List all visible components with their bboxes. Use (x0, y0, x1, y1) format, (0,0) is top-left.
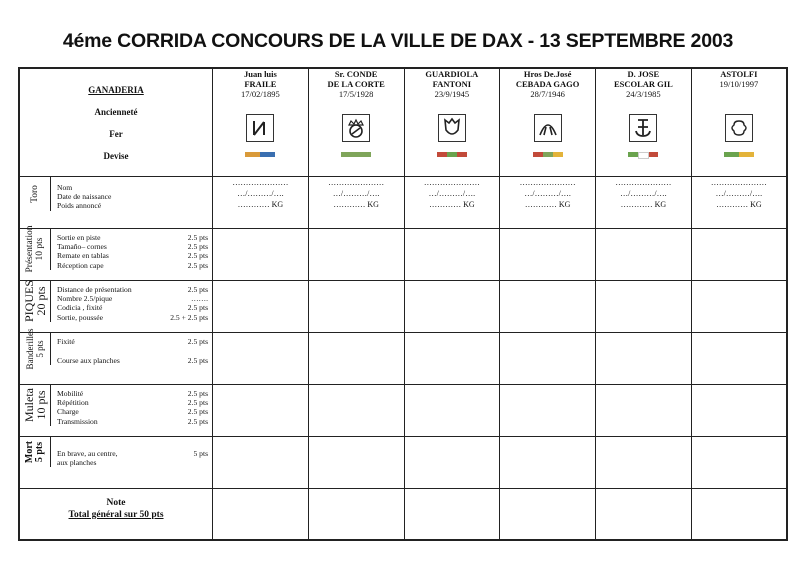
ganaderia-header (19, 68, 213, 176)
breeder-header (404, 68, 500, 176)
presentation-label: Présentation 10 pts (25, 225, 45, 273)
note-label: Note (106, 497, 126, 508)
toro-poids: Poids annoncé (57, 201, 102, 211)
total-cell[interactable] (213, 488, 309, 540)
toro-entry[interactable]: ………………… …/………/…. ………… KG (691, 176, 787, 228)
devise-colors (628, 152, 658, 157)
devise-colors (437, 152, 467, 157)
score-cell[interactable] (595, 436, 691, 488)
devise-colors (245, 152, 275, 157)
toro-label: Toro (30, 184, 40, 203)
breeder-name-line1: D. JOSE (627, 69, 660, 79)
presentation-row: Présentation 10 pts Sortie en piste 2.5 pts Tamaño– cornes 2.5 pts Remate en tablas 2.5 pts Réception cape 2.5 pts (19, 228, 787, 280)
note-row (19, 488, 787, 540)
page-title: 4éme CORRIDA CONCOURS DE LA VILLE DE DAX - 13 SEPTEMBRE 2003 (62, 30, 734, 52)
toro-nom: Nom (57, 182, 73, 192)
breeder-header (213, 68, 309, 176)
breeder-anciennete: 17/02/1895 (241, 89, 280, 99)
banderilles-row: Banderilles 5 pts Fixité 2.5 pts Course aux planches 2.5 pts (19, 332, 787, 384)
toro-entry[interactable]: ………………… …/………/…. ………… KG (595, 176, 691, 228)
toro-entry[interactable]: ………………… …/………/…. ………… KG (308, 176, 404, 228)
score-cell[interactable] (691, 332, 787, 384)
score-cell[interactable] (308, 332, 404, 384)
score-cell[interactable] (500, 332, 596, 384)
total-cell[interactable] (500, 488, 596, 540)
flower-brand-icon (725, 114, 753, 142)
score-cell[interactable] (213, 384, 309, 436)
score-cell[interactable] (500, 436, 596, 488)
score-cell[interactable] (404, 436, 500, 488)
breeder-name-line1: Hros De.José (523, 69, 572, 79)
arch-brand-icon (534, 114, 562, 142)
breeder-anciennete: 19/10/1997 (719, 79, 759, 89)
toro-entry[interactable]: ………………… …/………/…. ………… KG (404, 176, 500, 228)
toro-row (19, 176, 787, 228)
devise-label: Devise (103, 151, 129, 161)
breeder-anciennete: 28/7/1946 (530, 89, 565, 99)
score-cell[interactable] (308, 384, 404, 436)
mort-label: Mort 5 pts (24, 440, 45, 464)
score-cell[interactable] (500, 280, 596, 332)
breeder-header (308, 68, 404, 176)
piques-row: PIQUES 20 pts Distance de présentation 2.5 pts Nombre 2.5/pique ……. Codicia , fixité 2.5 pts Sortie, poussée 2.5 + 2.5 pts (19, 280, 787, 332)
breeder-header (595, 68, 691, 176)
breeder-header (500, 68, 596, 176)
total-cell[interactable] (404, 488, 500, 540)
score-cell[interactable] (308, 280, 404, 332)
total-cell[interactable] (595, 488, 691, 540)
score-cell[interactable] (691, 436, 787, 488)
fer-label: Fer (109, 129, 123, 139)
score-cell[interactable] (691, 228, 787, 280)
score-cell[interactable] (404, 280, 500, 332)
breeder-anciennete: 23/9/1945 (434, 89, 470, 99)
header-row (19, 68, 787, 176)
breeder-anciennete: 17/5/1928 (338, 89, 374, 99)
ganaderia-label: GANADERIA (88, 85, 144, 95)
devise-colors (724, 152, 754, 157)
score-cell[interactable] (500, 228, 596, 280)
total-label: Total général sur 50 pts (68, 509, 164, 520)
muleta-label: Muleta 10 pts (22, 388, 48, 423)
piques-label: PIQUES 20 pts (22, 280, 48, 323)
breeder-header (691, 68, 787, 176)
score-cell[interactable] (691, 280, 787, 332)
muleta-row: Muleta 10 pts Mobilité 2.5 pts Répétition 2.5 pts Charge 2.5 pts Transmission 2.5 pts (19, 384, 787, 436)
breeder-name-line2: FANTONI (432, 79, 472, 89)
score-cell[interactable] (404, 384, 500, 436)
breeder-name-line1: Sr. CONDE (334, 69, 378, 79)
score-cell[interactable] (595, 384, 691, 436)
score-cell[interactable] (213, 228, 309, 280)
breeder-anciennete: 24/3/1985 (626, 89, 661, 99)
breeder-name-line2: ESCOLAR GIL (613, 79, 673, 89)
crown-brand-icon (342, 114, 370, 142)
brand-iron-icon (246, 114, 274, 142)
score-cell[interactable] (213, 332, 309, 384)
total-cell[interactable] (691, 488, 787, 540)
toro-date: Date de naissance (57, 191, 112, 201)
devise-colors (533, 152, 563, 157)
anchor-brand-icon (629, 114, 657, 142)
breeder-name-line2: DE LA CORTE (327, 79, 385, 89)
score-cell[interactable] (595, 280, 691, 332)
breeder-name-line2: FRAILE (244, 79, 277, 89)
score-cell[interactable] (595, 228, 691, 280)
score-cell[interactable] (691, 384, 787, 436)
score-cell[interactable] (404, 228, 500, 280)
score-cell[interactable] (595, 332, 691, 384)
breeder-name-line2: CEBADA GAGO (515, 79, 580, 89)
scoring-table (18, 67, 788, 541)
breeder-name-line1: Juan luis (243, 69, 277, 79)
anciennete-label: Ancienneté (94, 107, 138, 117)
score-cell[interactable] (213, 436, 309, 488)
total-cell[interactable] (308, 488, 404, 540)
score-cell[interactable] (213, 280, 309, 332)
toro-entry[interactable]: ………………… …/………/…. ………… KG (500, 176, 596, 228)
shield-brand-icon (438, 114, 466, 142)
banderilles-label: Banderilles 5 pts (25, 328, 45, 370)
score-cell[interactable] (404, 332, 500, 384)
score-cell[interactable] (308, 436, 404, 488)
mort-row: Mort 5 pts En brave, au centre, 5 pts aux planches (19, 436, 787, 488)
devise-colors (341, 152, 371, 157)
breeder-name-line1: GUARDIOLA (425, 69, 479, 79)
score-cell[interactable] (500, 384, 596, 436)
breeder-name-line2: ASTOLFI (720, 69, 758, 79)
score-cell[interactable] (308, 228, 404, 280)
toro-entry[interactable]: ………………… …/………/…. ………… KG (213, 176, 309, 228)
